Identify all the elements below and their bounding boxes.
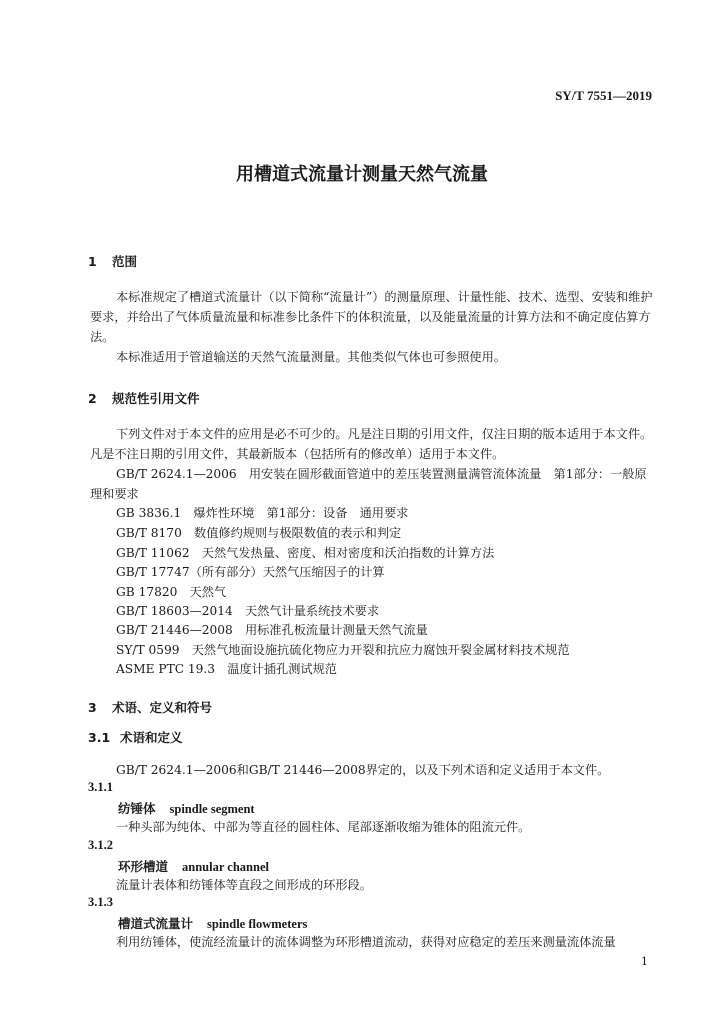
term-heading: [118, 857, 269, 875]
standard-number: SY/T 7551—2019: [555, 88, 652, 103]
term-definition: 一种头部为纯体、中部为等直径的圆柱体、尾部逐渐收缩为锥体的阻流元件。: [116, 820, 531, 834]
section-title: 术语、定义和符号: [112, 700, 213, 715]
document-title: 用槽道式流量计测量天然气流量: [236, 164, 488, 185]
term-english: annular channel: [182, 860, 269, 874]
subsection-intro: GB/T 2624.1—2006和GB/T 21446—2008界定的，以及下列术语和定义适用于本文件。: [116, 763, 610, 777]
term-english: spindle segment: [169, 802, 255, 816]
section-1-heading: [88, 252, 137, 270]
reference-item: GB/T 8170 数值修约规则与极限数值的表示和判定: [116, 526, 402, 540]
term-definition: 流量计表体和纺锤体等直段之间形成的环形段。: [116, 878, 372, 892]
section-number: 3: [88, 700, 97, 715]
term-chinese: 环形槽道: [118, 859, 169, 874]
reference-item: GB 17820 天然气: [116, 585, 227, 599]
section-title: 规范性引用文件: [112, 391, 200, 406]
section-3-heading: [88, 698, 212, 716]
section-number: 2: [88, 391, 97, 406]
reference-item: GB 3836.1 爆炸性环境 第1部分：设备 通用要求: [116, 506, 409, 520]
term-number: 3.1.2: [88, 838, 113, 852]
section-title: 范围: [112, 254, 138, 269]
term-heading: [118, 799, 255, 817]
section-1-paragraph-1: [90, 287, 658, 347]
reference-item: [90, 464, 658, 504]
reference-item: ASME PTC 19.3 温度计插孔测试规范: [116, 662, 337, 676]
reference-item: GB/T 21446—2008 用标准孔板流量计测量天然气流量: [116, 623, 428, 637]
reference-text: GB/T 2624.1—2006 用安装在圆形截面管道中的差压装置测量满管流体流量 第1部分：一般原理和要求: [90, 467, 647, 501]
term-chinese: 槽道式流量计: [118, 916, 194, 931]
term-chinese: 纺锤体: [118, 801, 156, 816]
section-2-intro: [90, 424, 658, 464]
term-english: spindle flowmeters: [207, 917, 308, 931]
reference-item: GB/T 17747（所有部分）天然气压缩因子的计算: [116, 565, 385, 579]
subsection-title: 术语和定义: [120, 730, 183, 745]
section-1-paragraph-2: [90, 347, 658, 367]
subsection-number: 3.1: [88, 730, 111, 745]
reference-item: GB/T 11062 天然气发热量、密度、相对密度和沃泊指数的计算方法: [116, 546, 495, 560]
paragraph-text: 本标准适用于管道输送的天然气流量测量。其他类似气体也可参照使用。: [116, 350, 506, 364]
reference-item: GB/T 18603—2014 天然气计量系统技术要求: [116, 604, 380, 618]
paragraph-text: 下列文件对于本文件的应用是必不可少的。凡是注日期的引用文件，仅注日期的版本适用于本文件。凡是不注日期的引用文件，其最新版本（包括所有的修改单）适用于本文件。: [90, 427, 653, 461]
section-2-heading: [88, 389, 200, 407]
term-definition: 利用纺锤体，使流经流量计的流体调整为环形槽道流动，获得对应稳定的差压来测量流体流量: [116, 935, 616, 949]
page-number: 1: [641, 955, 648, 968]
term-number: 3.1.3: [88, 895, 113, 909]
section-number: 1: [88, 254, 97, 269]
paragraph-text: 本标准规定了槽道式流量计（以下简称“流量计”）的测量原理、计量性能、技术、选型、安装和维护要求，并给出了气体质量流量和标准参比条件下的体积流量，以及能量流量的计算方法和不确定度估算方法。: [90, 290, 653, 344]
term-number: 3.1.1: [88, 780, 113, 794]
reference-item: SY/T 0599 天然气地面设施抗硫化物应力开裂和抗应力腐蚀开裂金属材料技术规范: [116, 643, 570, 657]
subsection-3-1-heading: [88, 728, 183, 746]
term-heading: [118, 914, 307, 932]
